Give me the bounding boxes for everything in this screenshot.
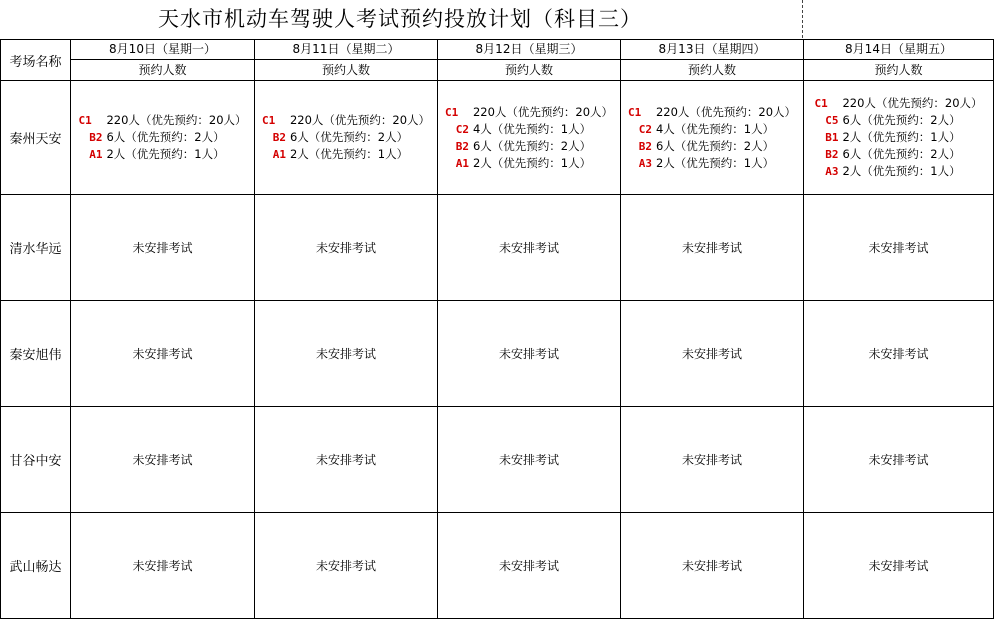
no-exam-text: 未安排考试 [315, 559, 376, 573]
license-class: C1 [78, 114, 92, 127]
quota-text: 220人（优先预约：20人） [655, 104, 797, 119]
quota-line [445, 104, 613, 121]
venue-name: 秦州天安 [1, 81, 71, 195]
day-cell [804, 195, 994, 301]
license-class: A3 [638, 156, 652, 170]
no-exam-text: 未安排考试 [315, 347, 376, 361]
quota-text: 2人（优先预约：1人） [842, 130, 961, 144]
license-class: B2 [455, 139, 469, 153]
day-cell [804, 81, 994, 195]
day-header: 8月11日（星期二） [255, 40, 438, 60]
day-cell [621, 195, 804, 301]
license-class: C1 [444, 105, 459, 119]
sub-header: 预约人数 [621, 60, 804, 81]
quota-line [814, 129, 982, 146]
quota-line [814, 163, 982, 180]
day-cell [71, 301, 255, 407]
day-cell [438, 195, 621, 301]
day-cell [438, 407, 621, 513]
license-class: A3 [825, 165, 839, 178]
license-class: A1 [272, 148, 286, 161]
quota-text: 4人（优先预约：1人） [472, 121, 592, 136]
no-exam-text: 未安排考试 [498, 241, 559, 255]
no-exam-text: 未安排考试 [868, 453, 929, 467]
day-header: 8月12日（星期三） [438, 40, 621, 60]
day-cell [621, 407, 804, 513]
day-cell [804, 513, 994, 619]
day-cell [255, 301, 438, 407]
day-cell [621, 513, 804, 619]
no-exam-text: 未安排考试 [681, 347, 742, 361]
day-cell [255, 513, 438, 619]
quota-text: 6人（优先预约：2人） [472, 138, 592, 153]
license-class: A1 [89, 148, 103, 161]
quota-text: 2人（优先预约：1人） [842, 164, 961, 178]
quota-text: 4人（优先预约：1人） [655, 121, 775, 136]
venue-row [1, 81, 994, 195]
venue-name: 清水华远 [1, 195, 71, 301]
sub-header: 预约人数 [255, 60, 438, 81]
quota-text: 6人（优先预约：2人） [106, 130, 225, 144]
no-exam-text: 未安排考试 [681, 241, 742, 255]
quota-list [262, 112, 430, 163]
quota-line [628, 138, 796, 155]
no-exam-text: 未安排考试 [498, 347, 559, 361]
venue-name: 武山畅达 [1, 513, 71, 619]
no-exam-text: 未安排考试 [132, 347, 193, 361]
day-cell [438, 301, 621, 407]
quota-list [628, 104, 796, 172]
no-exam-text: 未安排考试 [498, 559, 559, 573]
day-cell [438, 513, 621, 619]
header-row-sub [1, 60, 994, 81]
venue-name: 秦安旭伟 [1, 301, 71, 407]
day-header: 8月14日（星期五） [804, 40, 994, 60]
no-exam-text: 未安排考试 [132, 453, 193, 467]
day-cell [255, 81, 438, 195]
no-exam-text: 未安排考试 [132, 559, 193, 573]
no-exam-text: 未安排考试 [868, 347, 929, 361]
no-exam-text: 未安排考试 [868, 559, 929, 573]
title-right-cell [802, 0, 994, 38]
day-cell [804, 301, 994, 407]
day-cell [71, 513, 255, 619]
day-cell [621, 301, 804, 407]
quota-line [814, 95, 982, 112]
quota-text: 6人（优先预约：2人） [842, 113, 961, 127]
quota-text: 220人（优先预约：20人） [289, 113, 431, 127]
day-cell [255, 407, 438, 513]
quota-text: 6人（优先预约：2人） [655, 138, 775, 153]
license-class: C2 [455, 122, 469, 136]
license-class: C2 [638, 122, 652, 136]
quota-line [78, 129, 246, 146]
license-class: A1 [455, 156, 469, 170]
day-cell [71, 81, 255, 195]
schedule-table [0, 39, 994, 619]
no-exam-text: 未安排考试 [315, 453, 376, 467]
venue-row [1, 195, 994, 301]
license-class: B2 [272, 131, 286, 144]
quota-list [445, 104, 613, 172]
license-class: C1 [627, 105, 642, 119]
header-row-days [1, 40, 994, 60]
venue-name: 甘谷中安 [1, 407, 71, 513]
license-class: B2 [825, 148, 839, 161]
license-class: B2 [89, 131, 103, 144]
license-class: B2 [638, 139, 652, 153]
quota-list [78, 112, 246, 163]
quota-line [445, 121, 613, 138]
day-cell [438, 81, 621, 195]
sub-header: 预约人数 [804, 60, 994, 81]
venue-row [1, 513, 994, 619]
quota-line [445, 155, 613, 172]
day-cell [71, 195, 255, 301]
quota-text: 220人（优先预约：20人） [842, 96, 983, 110]
quota-line [628, 104, 796, 121]
quota-line [445, 138, 613, 155]
day-cell [255, 195, 438, 301]
sub-header: 预约人数 [438, 60, 621, 81]
no-exam-text: 未安排考试 [681, 453, 742, 467]
license-class: C5 [825, 114, 839, 127]
quota-line [814, 112, 982, 129]
license-class: B1 [825, 131, 839, 144]
quota-text: 220人（优先预约：20人） [106, 113, 247, 127]
quota-line [628, 121, 796, 138]
day-cell [621, 81, 804, 195]
quota-text: 2人（优先预约：1人） [655, 155, 775, 170]
license-class: C1 [261, 114, 276, 127]
no-exam-text: 未安排考试 [132, 241, 193, 255]
venue-row [1, 301, 994, 407]
quota-text: 6人（优先预约：2人） [289, 130, 409, 144]
day-cell [71, 407, 255, 513]
quota-line [262, 129, 430, 146]
no-exam-text: 未安排考试 [681, 559, 742, 573]
quota-text: 6人（优先预约：2人） [842, 147, 961, 161]
quota-line [262, 146, 430, 163]
quota-line [814, 146, 982, 163]
quota-line [78, 146, 246, 163]
venue-column-header: 考场名称 [1, 40, 71, 81]
quota-list [814, 95, 982, 180]
license-class: C1 [814, 97, 828, 110]
quota-text: 220人（优先预约：20人） [472, 104, 614, 119]
page-title: 天水市机动车驾驶人考试预约投放计划（科目三） [158, 7, 642, 31]
no-exam-text: 未安排考试 [498, 453, 559, 467]
quota-text: 2人（优先预约：1人） [106, 147, 225, 161]
no-exam-text: 未安排考试 [315, 241, 376, 255]
quota-text: 2人（优先预约：1人） [289, 147, 409, 161]
quota-line [628, 155, 796, 172]
day-cell [804, 407, 994, 513]
quota-text: 2人（优先预约：1人） [472, 155, 592, 170]
quota-line [262, 112, 430, 129]
no-exam-text: 未安排考试 [868, 241, 929, 255]
quota-line [78, 112, 246, 129]
day-header: 8月10日（星期一） [71, 40, 255, 60]
sub-header: 预约人数 [71, 60, 255, 81]
venue-row [1, 407, 994, 513]
day-header: 8月13日（星期四） [621, 40, 804, 60]
